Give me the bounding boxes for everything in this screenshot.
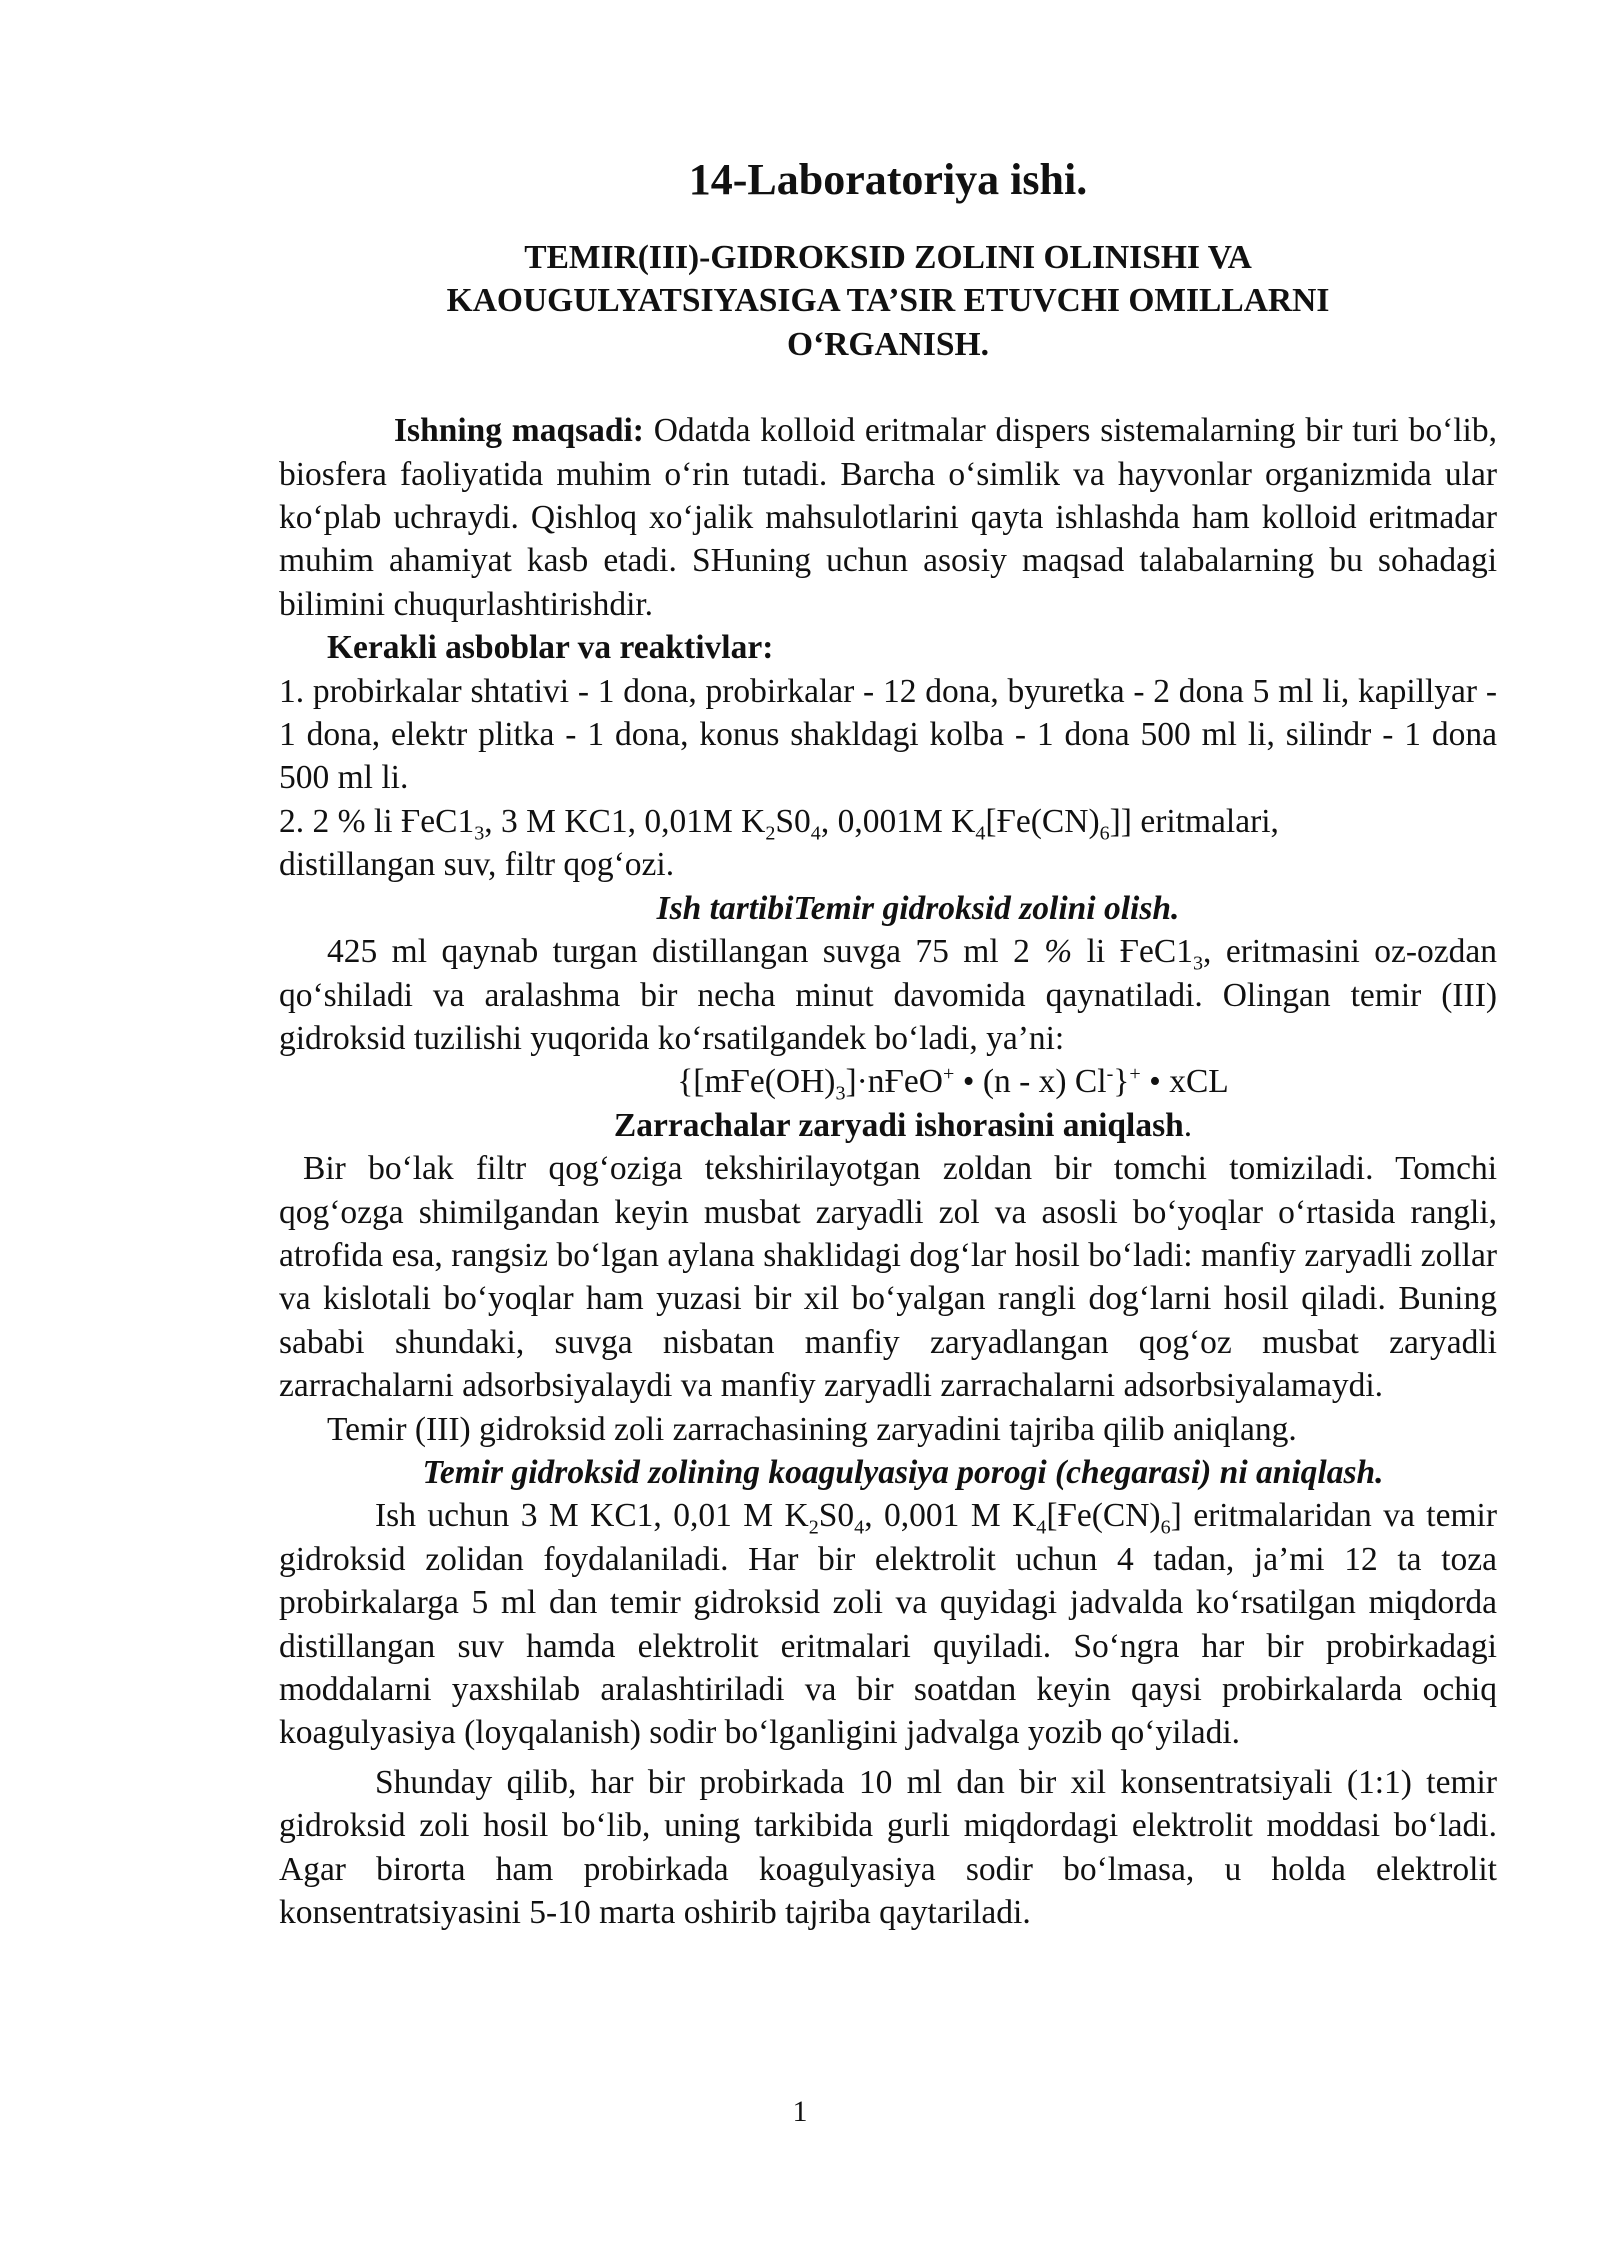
page-title: 14-Laboratoriya ishi. [688, 155, 1088, 204]
goal-paragraph [279, 409, 1497, 626]
procedure-paragraph: 425 ml qaynab turgan distillangan suvga 75 ml 2 % li $ҒeC1_3$, eritmasini oz-ozdan qo‘shiladi va aralashma bir necha minut davomida qaynatiladi. Olingan temir (III) gidroksid tuzilishi yuqorida ko‘rsatilgandek bo‘ladi, ya’ni: [279, 933, 1497, 1057]
threshold-paragraph-2: Shunday qilib, har bir probirkada 10 ml dan bir xil konsentratsiyali (1:1) temir gidroksid zoli hosil bo‘lib, uning tarkibida gurli miqdordagi elektrolit moddasi bo‘ladi. Agar birorta ham probirkada koagulyasiya sodir bo‘lmasa, u holda elektrolit konsentratsiyasini 5-10 marta oshirib tajriba qaytariladi. [279, 1763, 1497, 1932]
threshold-heading: Temir gidroksid zolining koagulyasiya porogi (chegarasi) ni aniqlash. [422, 1453, 1384, 1491]
document-subtitle [279, 236, 1497, 366]
threshold-paragraph-1: Ish uchun 3 M KC1, 0,01 M $K_2S0_4$, 0,001 M $K_4[Ғe(CN)_6]$ eritmalaridan va temir gidroksid zolidan foydalaniladi. Har bir elektrolit uchun 4 tadan, ja’mi 12 ta toza probirkalarga 5 ml dan temir gidroksid zoli va quyidagi jadvalda ko‘rsatilgan miqdorda distillangan suv hamda elektrolit eritmalari quyiladi. So‘ngra har bir probirkadagi moddalarni yaxshilab aralashtiriladi va bir soatdan keyin qaysi probirkalarda ochiq koagulyasiya (loyqalanish) sodir bo‘lganligini jadvalga yozib qo‘yiladi. [279, 1497, 1498, 1752]
goal-label: Ishning maqsadi: [394, 412, 644, 450]
goal-text: Odatda kolloid eritmalar dispers sistemalarning bir turi bo‘lib, biosfera faoliyatida muhim o‘rin tutadi. Barcha o‘simlik va hayvonlar organizmida ular ko‘plab uchraydi. Qishloq xo‘jalik mahsulotlarini qayta ishlashda ham kolloid eritmadar muhim ahamiyat kasb etadi. SHuning uchun asosiy maqsad talabalarning bu sohadagi bilimini chuqurlashtirishdir. [279, 412, 1497, 623]
micelle-formula: {$[mҒe(OH)_3]\cdot nҒeO^+$ • (n - x) Cl-}+ • xCL [677, 1063, 1229, 1105]
charge-heading: Zarrachalar zaryadi ishorasini aniqlash. [613, 1106, 1193, 1144]
equipment-item-2: 2. 2 % li $ҒeC1_3$, 3 M KC1, 0,01M $K_2S0_4$, 0,001M $K_4[Ғe(CN)_6]$] eritmalari, distillangan suv, filtr qog‘ozi. [279, 802, 1279, 884]
document-page [279, 150, 1497, 1934]
page-number: 1 [792, 2095, 808, 2128]
charge-paragraph: Bir bo‘lak filtr qog‘oziga tekshirilayotgan zoldan bir tomchi tomiziladi. Tomchi qog‘ozga shimilgandan keyin musbat zaryadli zol va asosli bo‘yoqlar o‘rtasida rangli, atrofida esa, rangsiz bo‘lgan aylana shaklidagi dog‘lar hosil bo‘ladi: manfiy zaryadli zollar va kislotali bo‘yoqlar ham yuzasi bir xil bo‘yalgan rangli dog‘larni hosil qiladi. Buning sababi shundaki, suvga nisbatan manfiy zaryadlangan qog‘oz musbat zaryadli zarrachalarni adsorbsiyalaydi va manfiy zaryadli zarrachalarni adsorbsiyalamaydi. [279, 1150, 1497, 1405]
procedure-heading: Ish tartibiTemir gidroksid zolini olish. [656, 889, 1180, 927]
subtitle-line-1: TEMIR(III)-GIDROKSID ZOLINI OLINISHI VA [524, 239, 1252, 276]
subtitle-line-3: O‘RGANISH. [787, 325, 989, 363]
subtitle-line-2: KAOUGULYATSIYASIGA TA’SIR ETUVCHI OMILLARNI [446, 282, 1330, 320]
equipment-heading: Kerakli asboblar va reaktivlar: [327, 629, 774, 667]
charge-task: Temir (III) gidroksid zoli zarrachasining zaryadini tajriba qilib aniqlang. [327, 1410, 1297, 1448]
equipment-item-1: 1. probirkalar shtativi - 1 dona, probirkalar - 12 dona, byuretka - 2 dona 5 ml li, kapillyar - 1 dona, elektr plitka - 1 dona, konus shakldagi kolba - 1 dona 500 ml li, silindr - 1 dona 500 ml li. [279, 672, 1497, 797]
